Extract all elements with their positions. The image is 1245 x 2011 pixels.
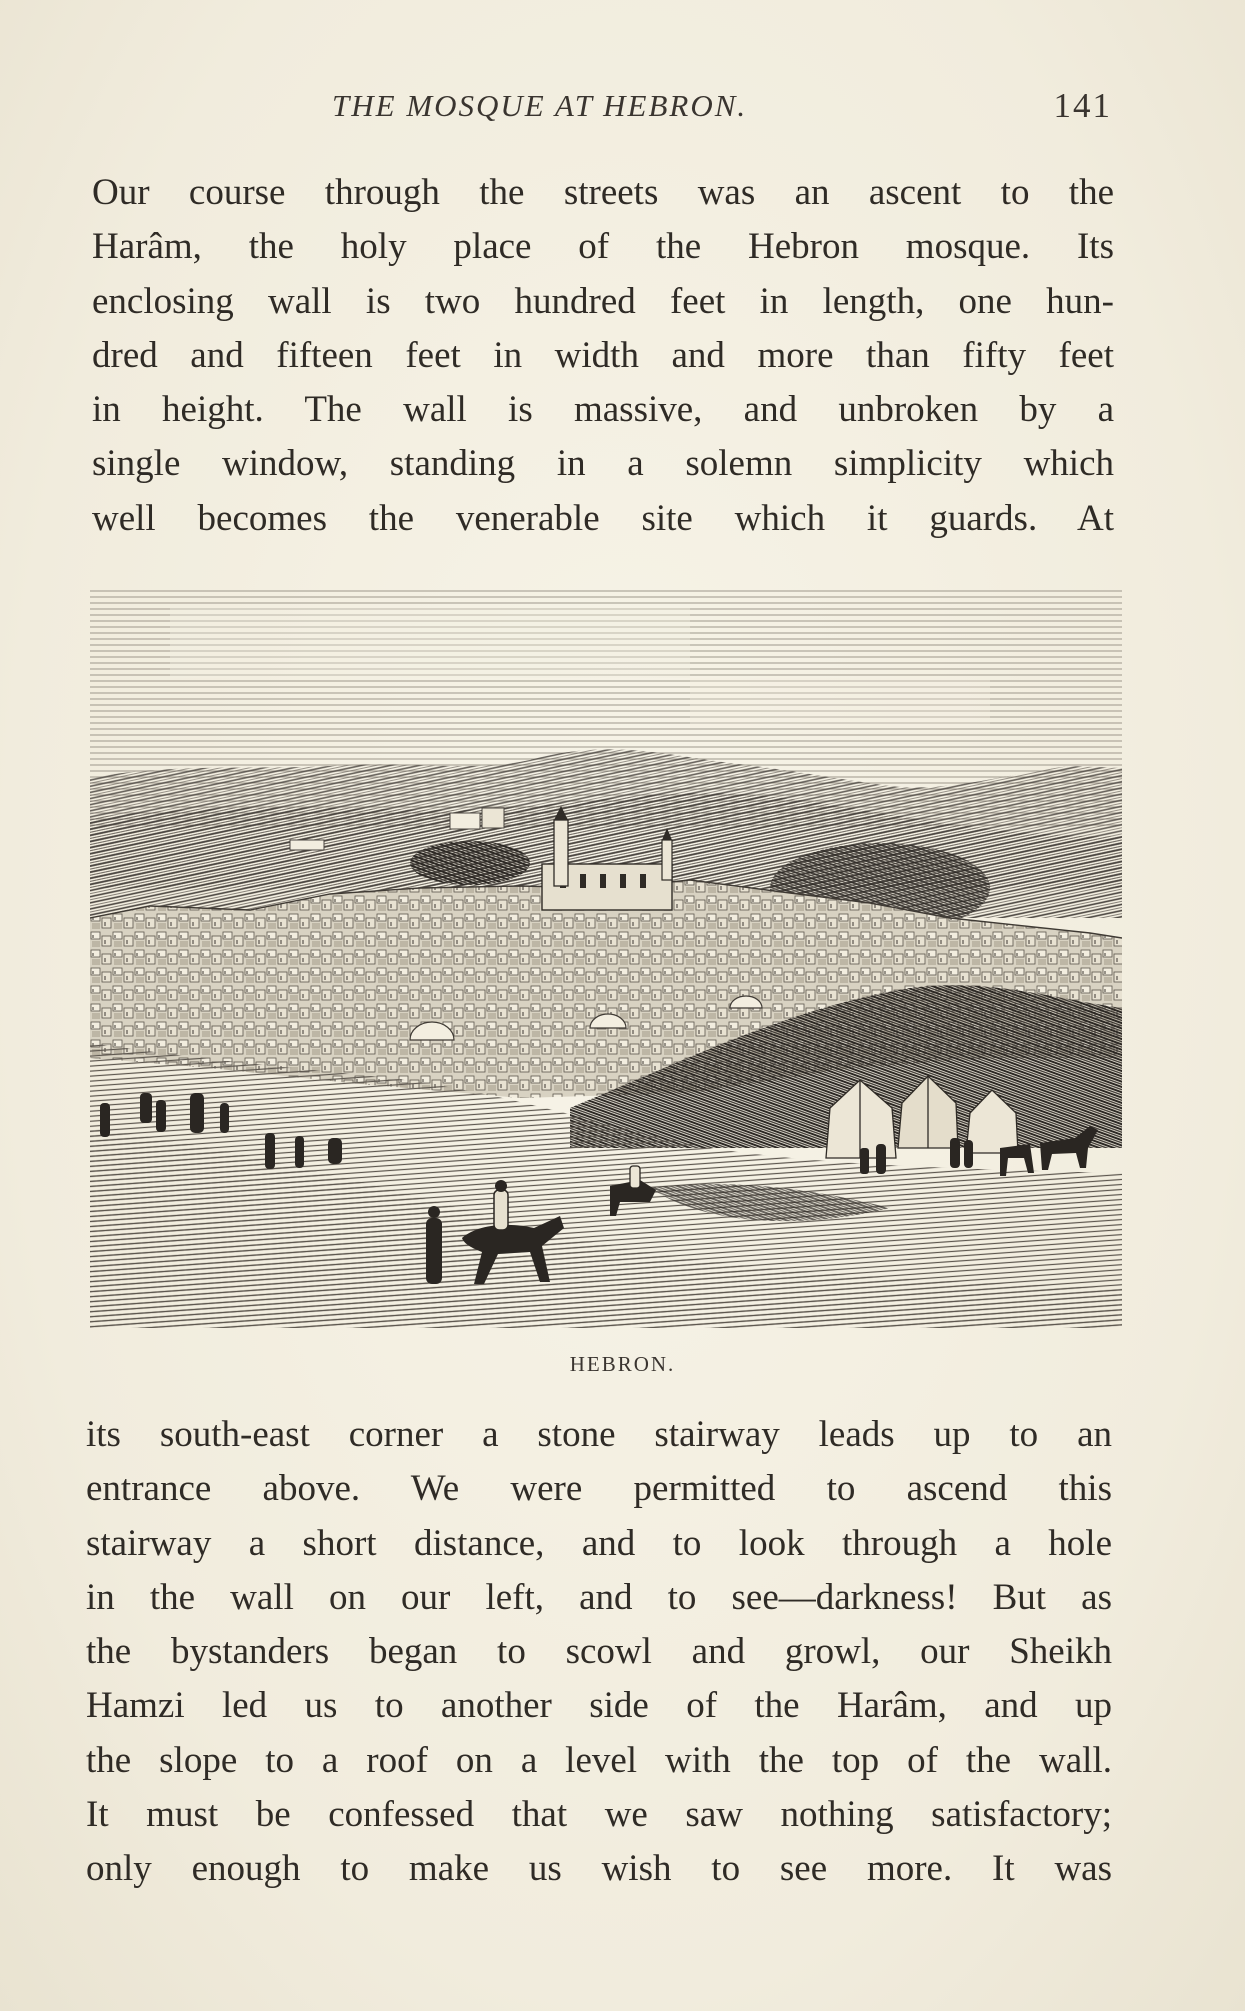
paragraph-bottom: [86, 1408, 1112, 1897]
text-line: its south-east corner a stone stairway leads up to an: [86, 1414, 1112, 1455]
text-line: stairway a short distance, and to look through a hole: [86, 1522, 1112, 1564]
paragraph-top: [92, 166, 1114, 546]
text-line: single window, standing in a solemn simplicity which: [92, 443, 1114, 485]
text-line: the slope to a roof on a level with the top of the wall.: [86, 1739, 1112, 1781]
text-line: the bystanders began to scowl and growl, our Sheikh: [86, 1631, 1112, 1673]
text-line: Harâm, the holy place of the Hebron mosque. Its: [92, 226, 1114, 268]
running-head: [92, 88, 1112, 134]
text-line: in the wall on our left, and to see—darkness! But as: [86, 1576, 1112, 1618]
text-line: in height. The wall is massive, and unbroken by a: [92, 389, 1114, 431]
text-line: entrance above. We were permitted to ascend this: [86, 1468, 1112, 1510]
text-line: well becomes the venerable site which it guards. At: [92, 497, 1114, 539]
text-line: Hamzi led us to another side of the Harâm, and up: [86, 1685, 1112, 1727]
text-line: Our course through the streets was an ascent to the: [92, 172, 1114, 213]
text-line: enclosing wall is two hundred feet in length, one hun-: [92, 280, 1114, 322]
running-title: THE MOSQUE AT HEBRON.: [332, 88, 748, 123]
page-number: 141: [1053, 86, 1112, 125]
figure-caption: HEBRON.: [569, 1352, 676, 1376]
text-line: It must be confessed that we saw nothing satisfactory;: [86, 1794, 1112, 1836]
text-line: only enough to make us wish to see more. It was: [86, 1848, 1112, 1890]
engraving-hebron: [90, 588, 1122, 1328]
text-line: dred and fifteen feet in width and more than fifty feet: [92, 334, 1114, 376]
